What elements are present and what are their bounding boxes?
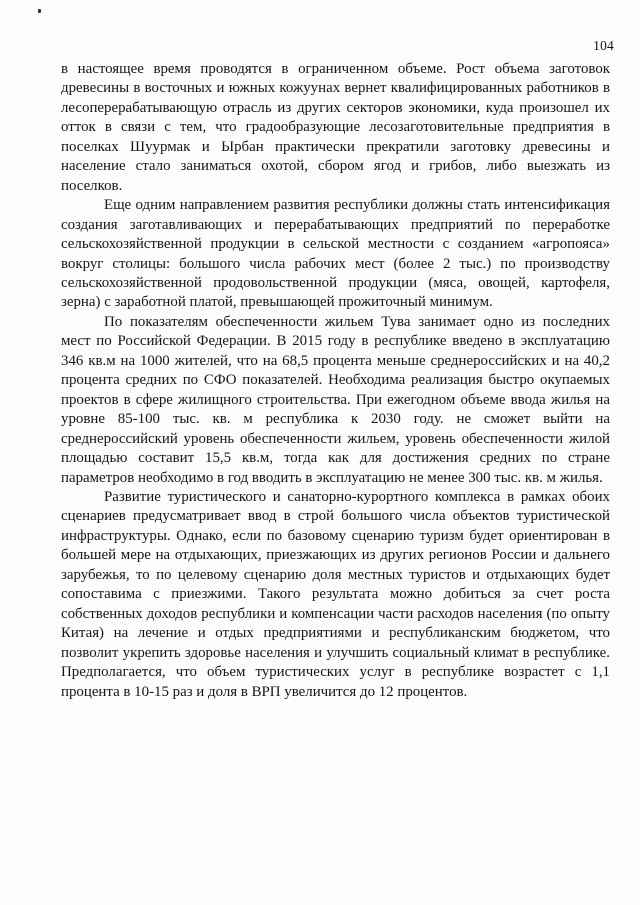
paragraph-housing: По показателям обеспеченности жильем Тува занимает одно из последних мест по Российской Федерации. В 2015 году в республике введено в эксплуатацию 346 кв.м на 1000 жителей, что на 68,5 процента меньше среднероссийских и на 40,2 процента средних по СФО показателей. Необходима реализация быстро окупаемых проектов в сфере жилищного строительства. При ежегодном объеме ввода жилья на уровне 85-100 тыс. кв. м республика к 2030 году. не сможет выйти на среднероссийский уровень обеспеченности жильем, уровень обеспеченности жилой площадью составит 15,5 кв.м, тогда как для достижения средних по стране параметров необходимо в год вводить в эксплуатацию не менее 300 тыс. кв. м жилья. — [61, 313, 610, 486]
scan-speck — [38, 9, 41, 13]
paragraph-forestry: в настоящее время проводятся в ограниченном объеме. Рост объема заготовок древесины в восточных и южных кожуунах вернет квалифицированных работников в лесоперерабатывающую отрасль из других секторов экономики, куда произошел их отток в связи с тем, что градообразующие лесозаготовительные предприятия в поселках Шуурмак и Ырбан практически прекратили заготовку древесины и население стало заниматься охотой, сбором ягод и грибов, либо выезжать из поселков. — [61, 61, 610, 194]
paragraph-tourism: Развитие туристического и санаторно-курортного комплекса в рамках обоих сценариев предусматривает ввод в строй большого числа объектов туристической инфраструктуры. Однако, если по базовому сценарию туризм будет ориентирован в большей мере на отдыхающих, приезжающих из других регионов России и дальнего зарубежья, то по целевому сценарию доля местных туристов и отдыхающих будет сопоставима с приезжими. Такого результата можно добиться за счет роста собственных доходов республики и компенсации части расходов населения (по опыту Китая) на лечение и отдых предприятиями и республиканским бюджетом, что позволит укрепить здоровье населения и улучшить социальный климат в республике. Предполагается, что объем туристических услуг в республике возрастет с 1,1 процента в 10-15 раз и доля в ВРП увеличится до 12 процентов. — [61, 488, 610, 700]
page-number: 104 — [593, 38, 614, 53]
paragraph-agro-belt: Еще одним направлением развития республики должны стать интенсификация создания заготавливающих и перерабатывающих предприятий по переработке сельскохозяйственной продукции в сельской местности с созданием «агропояса» вокруг столицы: большого числа рабочих мест (более 2 тыс.) по производству сельскохозяйственной продовольственной продукции (мяса, овощей, картофеля, зерна) с заработной платой, превышающей прожиточный минимум. — [61, 197, 610, 311]
body-text — [61, 60, 610, 702]
